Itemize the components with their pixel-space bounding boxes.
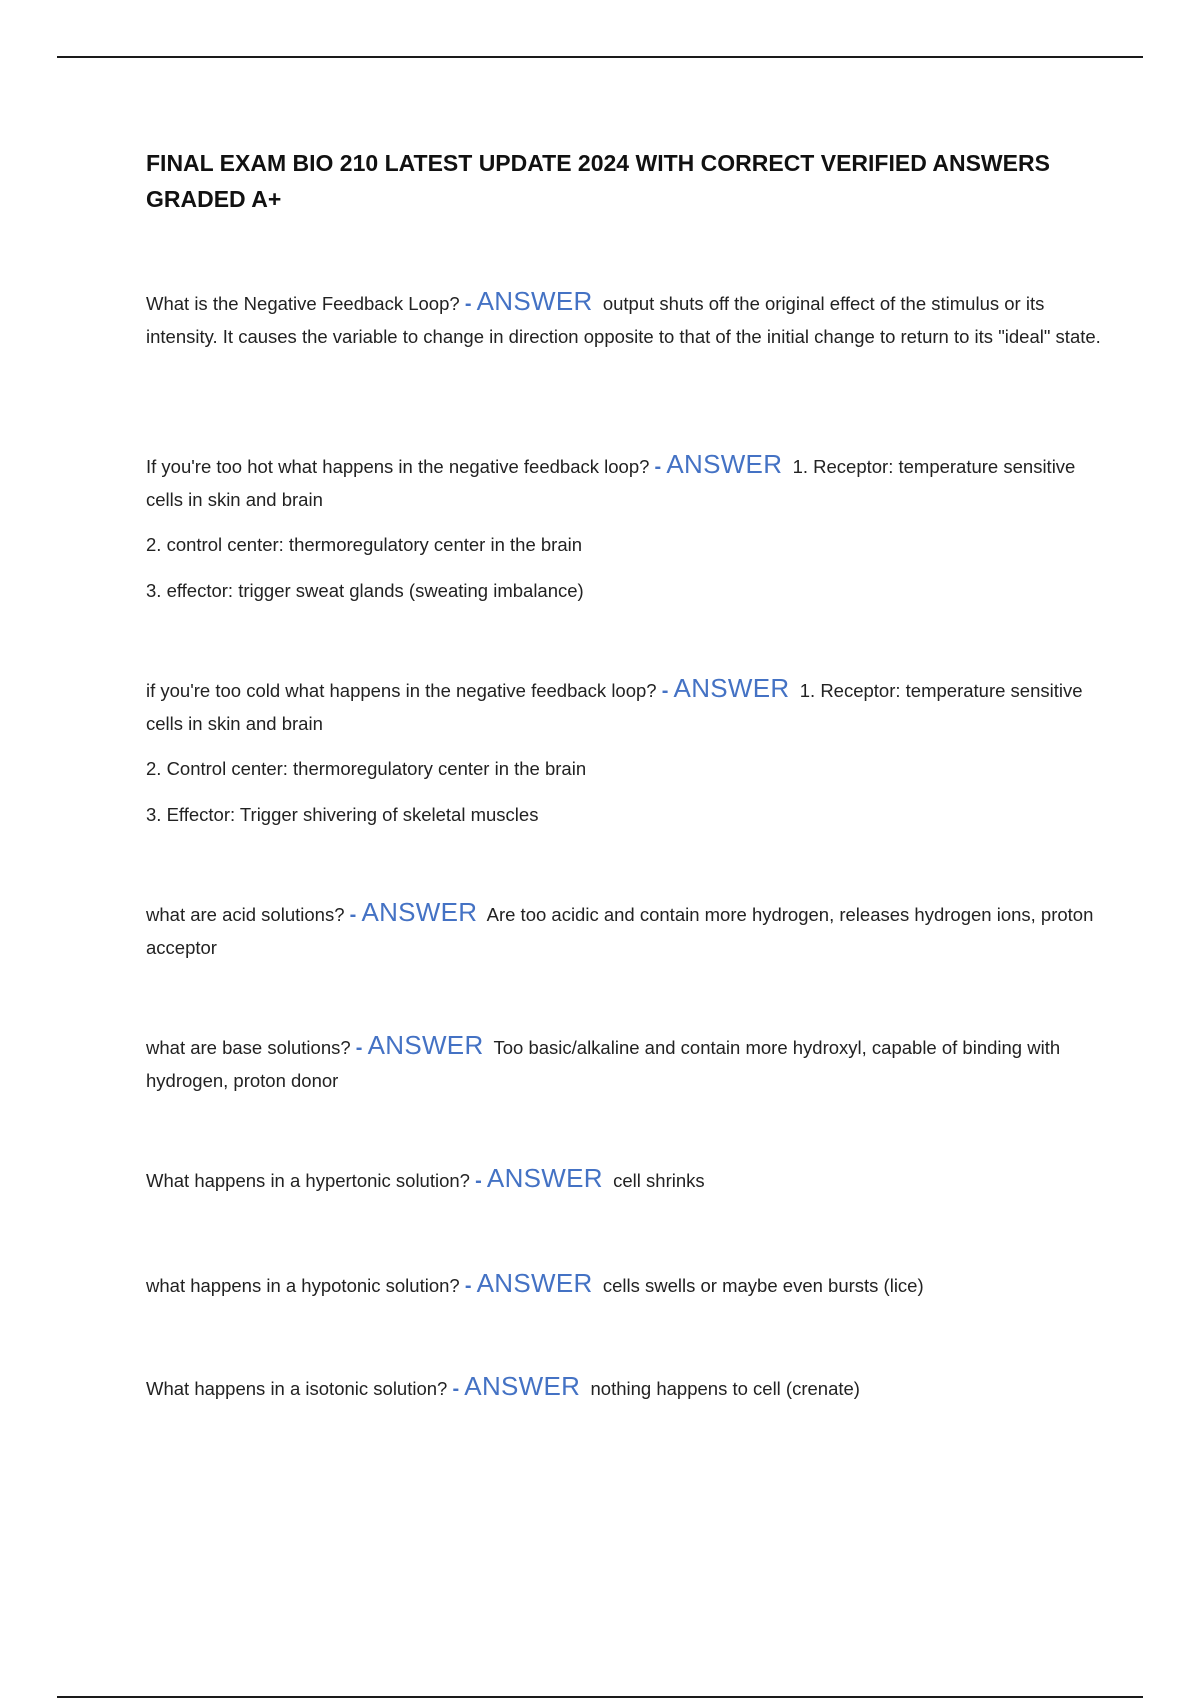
answer-marker: - ANSWER bbox=[355, 1030, 484, 1060]
question-text: What happens in a isotonic solution? bbox=[146, 1378, 448, 1399]
qa-item bbox=[146, 449, 1101, 606]
answer-step: 2. control center: thermoregulatory center in the brain bbox=[146, 534, 583, 555]
qa-item bbox=[146, 1268, 1101, 1303]
qa-item bbox=[146, 673, 1101, 830]
answer-text: Too basic/alkaline and contain more hydroxyl, capable of binding with hydrogen, proton donor bbox=[146, 1037, 1061, 1091]
answer-marker: - ANSWER bbox=[464, 1268, 593, 1298]
answer-marker: - ANSWER bbox=[452, 1371, 581, 1401]
answer-text: nothing happens to cell (crenate) bbox=[590, 1378, 860, 1399]
qa-item bbox=[146, 1371, 1101, 1406]
document-header bbox=[146, 145, 1096, 217]
answer-text: Are too acidic and contain more hydrogen, releases hydrogen ions, proton acceptor bbox=[146, 904, 1094, 958]
qa-item bbox=[146, 286, 1101, 352]
top-divider bbox=[57, 56, 1143, 58]
question-text: what are acid solutions? bbox=[146, 904, 345, 925]
bottom-divider bbox=[57, 1696, 1143, 1698]
answer-text: output shuts off the original effect of the stimulus or its intensity. It causes the variable to change in direction opposite to that of the initial change to return to its "ideal" state. bbox=[146, 293, 1101, 347]
question-text: If you're too hot what happens in the negative feedback loop? bbox=[146, 456, 650, 477]
qa-item bbox=[146, 1163, 1101, 1198]
answer-marker: - ANSWER bbox=[661, 673, 790, 703]
qa-item bbox=[146, 897, 1101, 963]
question-text: What is the Negative Feedback Loop? bbox=[146, 293, 460, 314]
question-text: What happens in a hypertonic solution? bbox=[146, 1170, 470, 1191]
answer-marker: - ANSWER bbox=[464, 286, 593, 316]
answer-marker: - ANSWER bbox=[654, 449, 783, 479]
answer-marker: - ANSWER bbox=[349, 897, 478, 927]
answer-step: 2. Control center: thermoregulatory center in the brain bbox=[146, 758, 587, 779]
question-text: what are base solutions? bbox=[146, 1037, 351, 1058]
document-title: FINAL EXAM BIO 210 LATEST UPDATE 2024 WITH CORRECT VERIFIED ANSWERS GRADED A+ bbox=[146, 150, 1050, 212]
answer-marker: - ANSWER bbox=[475, 1163, 603, 1193]
answer-text: cells swells or maybe even bursts (lice) bbox=[602, 1275, 924, 1296]
answer-text: 1. Receptor: temperature sensitive cells in skin and brain bbox=[146, 680, 1083, 734]
answer-step: 3. Effector: Trigger shivering of skeletal muscles bbox=[146, 803, 539, 825]
question-text: what happens in a hypotonic solution? bbox=[146, 1275, 460, 1296]
answer-text: cell shrinks bbox=[613, 1170, 705, 1191]
answer-text: 1. Receptor: temperature sensitive cells in skin and brain bbox=[146, 456, 1076, 510]
qa-item bbox=[146, 1030, 1101, 1096]
question-text: if you're too cold what happens in the negative feedback loop? bbox=[146, 680, 657, 701]
answer-step: 3. effector: trigger sweat glands (sweating imbalance) bbox=[146, 579, 584, 601]
